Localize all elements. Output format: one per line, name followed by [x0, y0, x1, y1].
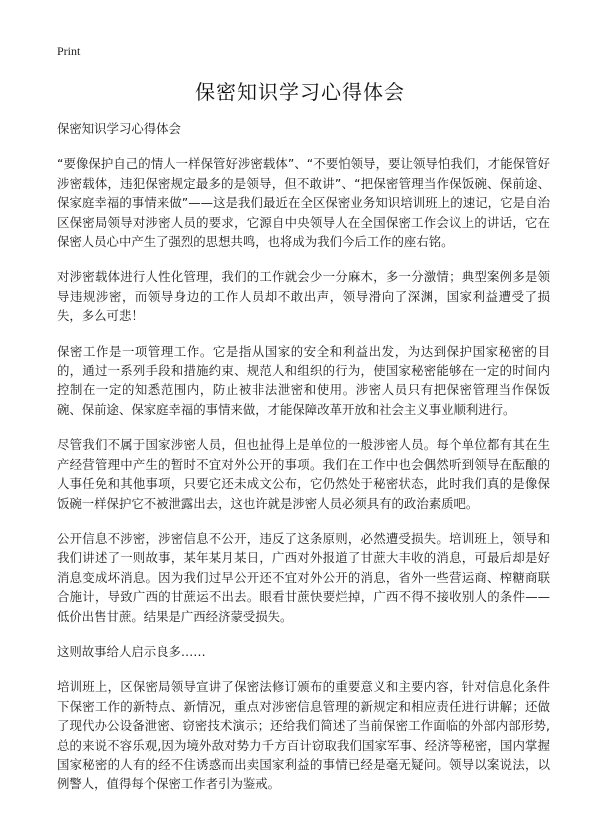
paragraph: 培训班上，区保密局领导宣讲了保密法修订颁布的重要意义和主要内容，针对信息化条件下保密工作的新特点、新情况，重点对涉密信息管理的新规定和相应责任进行讲解；还做了现代办公设备泄密、窃密技术演示；还给我们简述了当前保密工作面临的外部内部形势,总的来说不容乐观,因为境外敌对势力千方百计窃取我们国家军事、经济等秘密，国内掌握国家秘密的人有的经不住诱惑而出卖国家利益的事情已经是毫无疑问。领导以案说法，以例警人，值得每个保密工作者引为鉴戒。 [57, 679, 550, 792]
paragraph: “要像保护自己的情人一样保管好涉密载体”、“不要怕领导，要让领导怕我们，才能保管好涉密载体，违犯保密规定最多的是领导，但不敢讲”、“把保密管理当作保饭碗、保前途、保家庭幸福的事情来做”——这是我们最近在全区保密业务知识培训班上的速记，它是自治区保密局领导对涉密人员的要求，它源自中央领导人在全国保密工作会议上的讲话，它在保密人员心中产生了强烈的思想共鸣，也将成为我们今后工作的座右铭。 [57, 156, 550, 250]
paragraph: 公开信息不涉密，涉密信息不公开，违反了这条原则，必然遭受损失。培训班上，领导和我们讲述了一则故事，某年某月某日，广西对外报道了甘蔗大丰收的消息，可最后却是好消息变成坏消息。因为我们过早公开还不宜对外公开的消息，省外一些营运商、榨糖商联合施计，导致广西的甘蔗运不出去。眼看甘蔗快要烂掉，广西不得不接收别人的条件——低价出售甘蔗。结果是广西经济蒙受损失。 [57, 530, 550, 624]
paragraph: 这则故事给人启示良多…… [57, 643, 206, 659]
paragraph: 对涉密载体进行人性化管理，我们的工作就会少一分麻木，多一分激情；典型案例多是领导违规涉密，而领导身边的工作人员却不敢出声，领导滑向了深渊，国家利益遭受了损失，多么可悲！ [57, 269, 550, 324]
paragraph: 保密工作是一项管理工作。它是指从国家的安全和利益出发，为达到保护国家秘密的目的，通过一系列手段和措施约束、规范人和组织的行为，使国家秘密能够在一定的时间内控制在一定的知悉范围内，防止被非法泄密和使用。涉密人员只有把保密管理当作保饭碗、保前途、保家庭幸福的事情来做，才能保障改革开放和社会主义事业顺利进行。 [57, 343, 550, 417]
article-subtitle: 保密知识学习心得体会 [57, 121, 181, 136]
paragraph: 尽管我们不属于国家涉密人员，但也扯得上是单位的一般涉密人员。每个单位都有其在生产经营管理中产生的暂时不宜对外公开的事项。我们在工作中也会偶然听到领导在酝酿的人事任免和其他事项，只要它还未成文公布，它仍然处于秘密状态，此时我们真的是像保饭碗一样保护它不被泄露出去，这也许就是涉密人员必须具有的政治素质吧。 [57, 437, 550, 511]
article-body [57, 119, 550, 810]
print-link[interactable]: Print [57, 44, 81, 58]
page-title: 保密知识学习心得体会 [195, 80, 405, 104]
